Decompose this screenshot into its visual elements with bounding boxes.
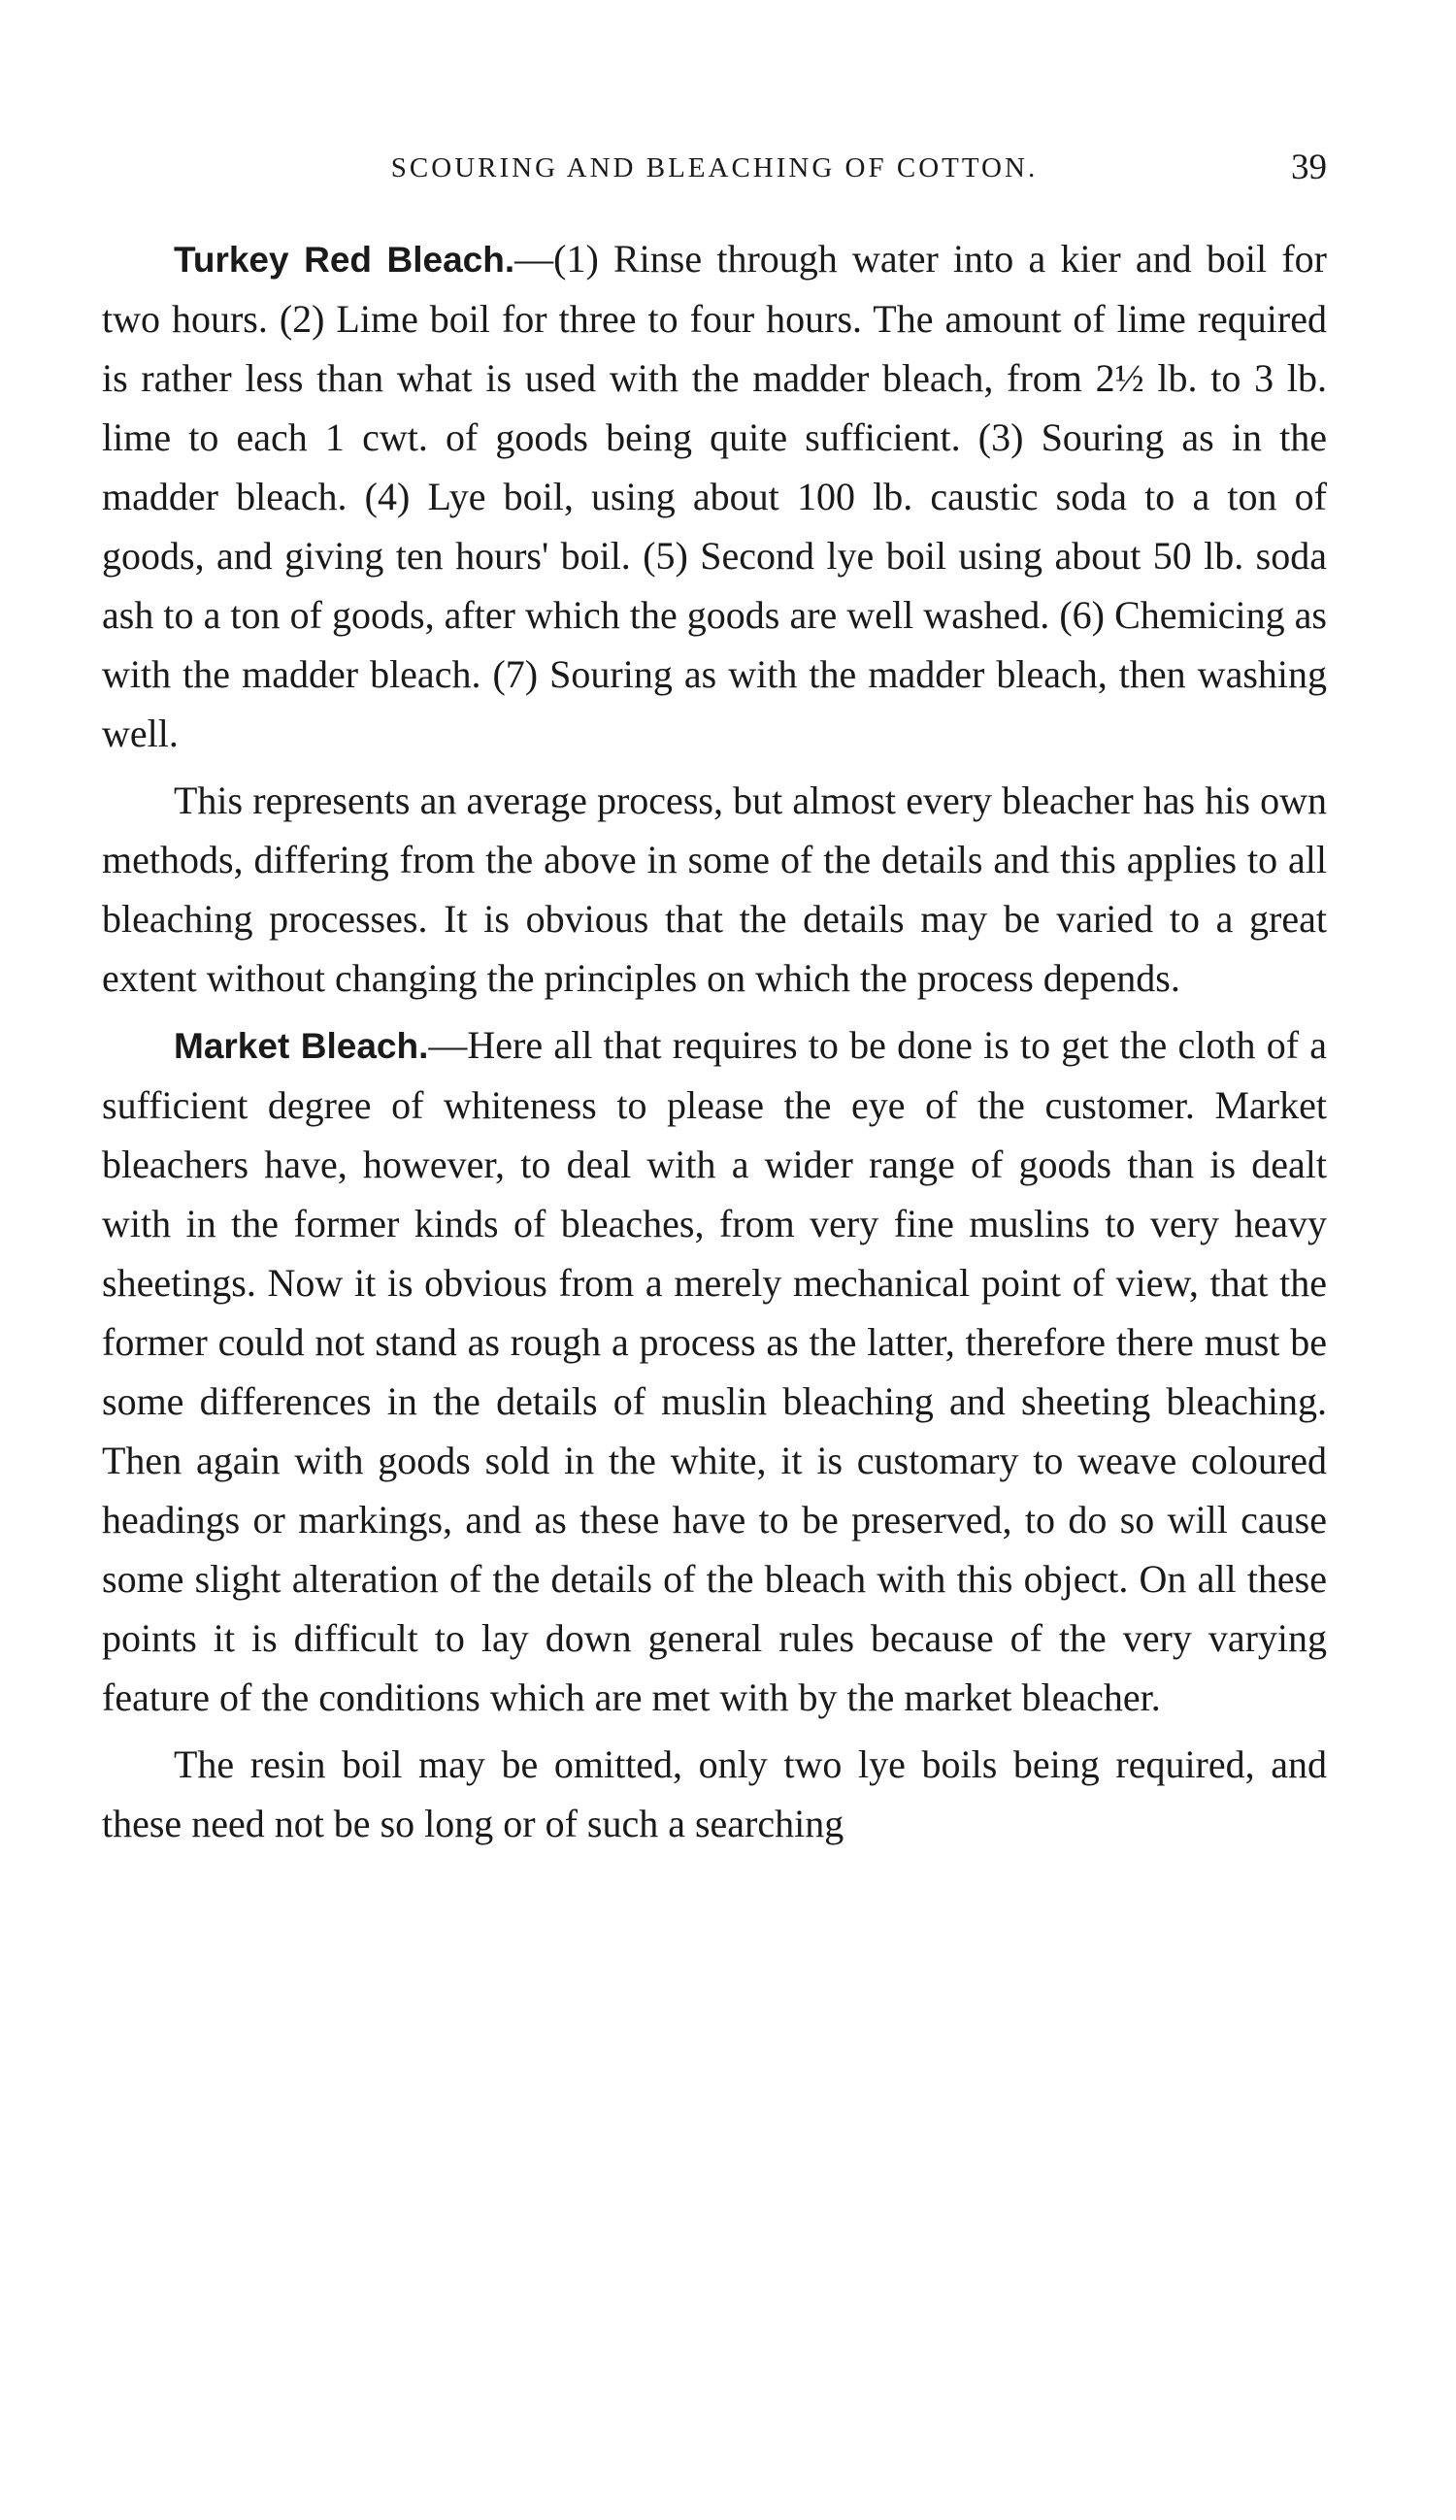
paragraph-turkey-red-bleach [102,229,1327,763]
page-number: 39 [1291,148,1327,187]
paragraph-average-process [102,771,1327,1008]
paragraph-text: —(1) Rinse through water into a kier and boil for two hours. (2) Lime boil for three to four hours. The amount of lime required is rather less than what is used with the madder bleach, from 2½ lb. to 3 lb. lime to each 1 cwt. of goods being quite sufficient. (3) Souring as in the madder bleach. (4) Lye boil, using about 100 lb. caustic soda to a ton of goods, and giving ten hours' boil. (5) Second lye boil using about 50 lb. soda ash to a ton of goods, after which the goods are well washed. (6) Chemicing as with the madder bleach. (7) Souring as with the madder bleach, then washing well. [102,237,1327,755]
running-head [102,144,1327,192]
paragraph-text: The resin boil may be omitted, only two lye boils being required, and these need not be so long or of such a searching [102,1742,1327,1845]
section-heading-market-bleach: Market Bleach. [174,1026,429,1066]
paragraph-text: —Here all that requires to be done is to get the cloth of a sufficient degree of whiteness to please the eye of the customer. Market bleachers have, however, to deal with a wider range of goods than is dealt with in the former kinds of bleaches, from very fine muslins to very heavy sheetings. Now it is obvious from a merely mechanical point of view, that the former could not stand as rough a process as the latter, therefore there must be some differences in the details of muslin bleaching and sheeting bleaching. Then again with goods sold in the white, it is customary to weave coloured headings or markings, and as these have to be preserved, to do so will cause some slight alteration of the details of the bleach with this object. On all these points it is difficult to lay down general rules because of the very varying feature of the conditions which are met with by the market bleacher. [102,1023,1327,1719]
paragraph-market-bleach [102,1015,1327,1727]
body-text [102,229,1327,1853]
running-title: SCOURING AND BLEACHING OF COTTON. [390,152,1039,183]
paragraph-text: This represents an average process, but almost every bleacher has his own methods, differing from the above in some of the details and this applies to all bleaching processes. It is obvious that the details may be varied to a great extent without changing the principles on which the process depends. [102,779,1327,1000]
section-heading-turkey-red-bleach: Turkey Red Bleach. [174,240,515,280]
paragraph-resin-boil [102,1735,1327,1853]
